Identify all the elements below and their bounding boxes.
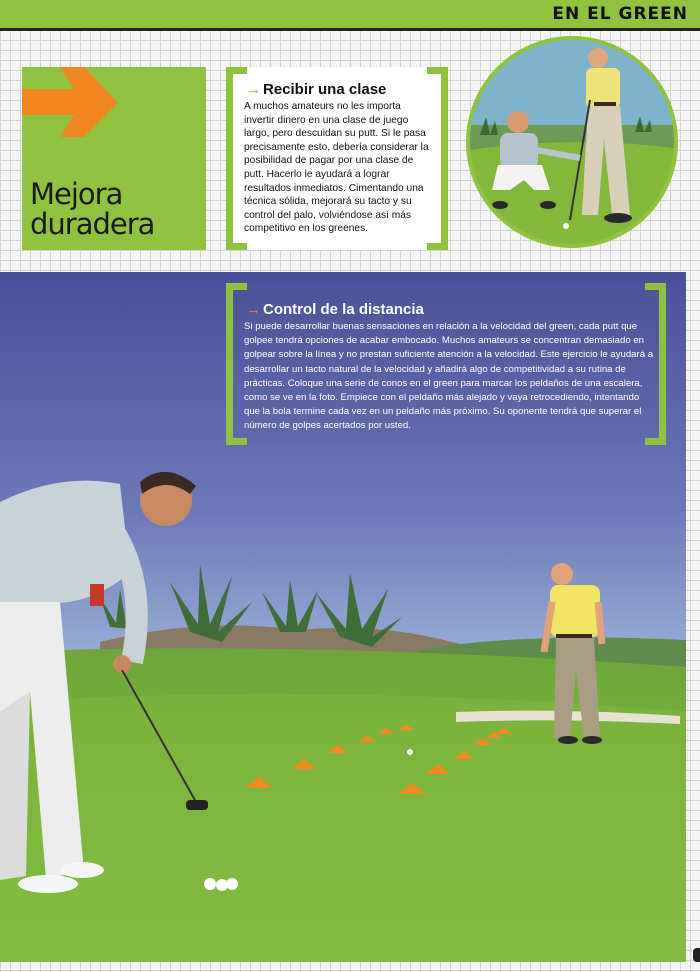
tip-box-distance	[226, 283, 666, 445]
section-header-band	[0, 0, 700, 28]
page-title-line2: duradera	[30, 207, 155, 241]
tip-heading	[246, 301, 424, 318]
small-arrow-icon: →	[246, 81, 261, 98]
small-arrow-icon: →	[246, 301, 261, 318]
tip-heading-text: Recibir una clase	[263, 81, 387, 98]
page-title	[30, 179, 154, 239]
tip-box-lesson	[226, 67, 448, 250]
bracket-right	[427, 67, 448, 250]
tip-heading	[246, 81, 386, 98]
page-title-line1: Mejora	[30, 177, 123, 211]
tip-body: A muchos amateurs no les importa invertir dinero en una clase de juego largo, pero descuidan su putt. Si le pasa precisamente esto, debería considerar la posibilidad de pagar por una clase de putt. Hacerlo le ayudará a lograr resultados inmediatos. Cimentando una técnica sólida, mejorará su tacto y su control del palo, volviéndose así más competitivo en los greenes.	[244, 101, 429, 235]
tip-heading-text: Control de la distancia	[263, 301, 424, 318]
section-label: EN EL GREEN	[552, 4, 688, 24]
lesson-photo-illustration	[470, 40, 674, 244]
inset-photo-lesson	[466, 36, 678, 248]
tip-body: Si puede desarrollar buenas sensaciones en relación a la velocidad del green, cada putt que golpee tendrá opciones de acabar embocado. Muchos amateurs se concentran demasiado en golpear sobre la línea y no prestan suficiente atención a la velocidad. Este ejercicio le ayudará a desarrollar un tacto natural de la velocidad y añadirá algo de competitividad a su rutina de prácticas. Coloque una serie de conos en el green para marcar los peldaños de una escalera, como se ve en la foto. Empiece con el peldaño más alejado y vaya retrocediendo, intentando que la bola termine cada vez en un peldaño más próximo. Su oponente tendrá que superar el número de golpes acertados por usted.	[244, 321, 654, 432]
arrow-right-icon	[22, 67, 132, 137]
page-edge-tab	[693, 948, 700, 962]
header-rule	[0, 28, 700, 31]
lead-box	[22, 67, 206, 250]
